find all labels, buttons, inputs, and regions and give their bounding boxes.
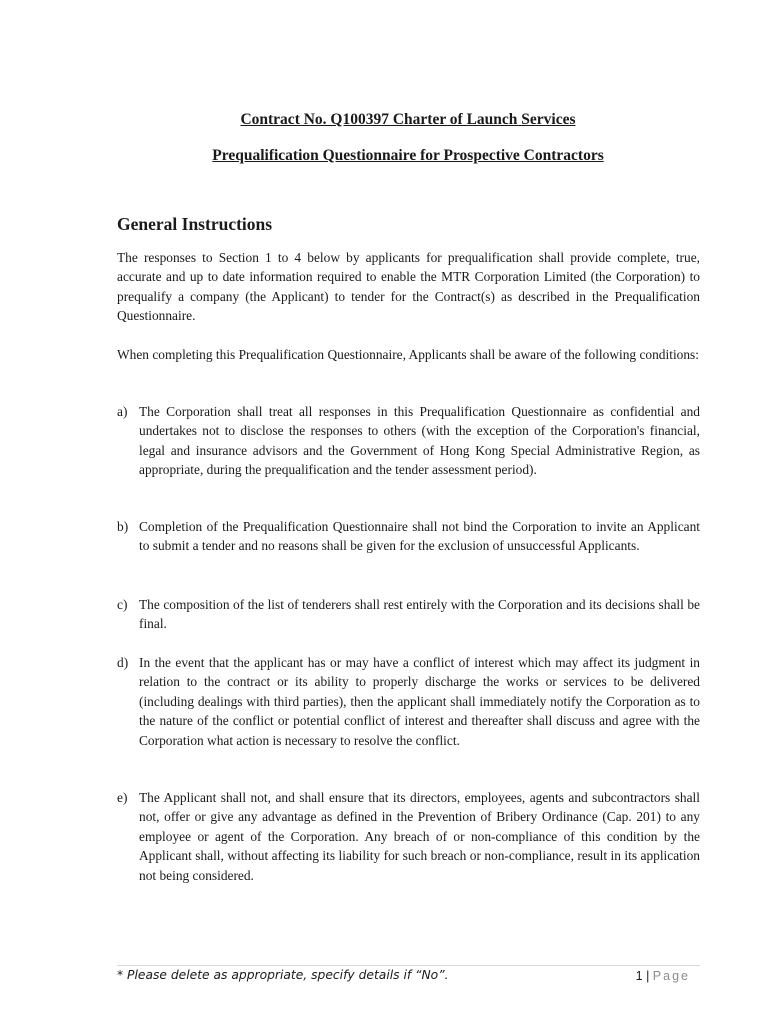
list-item-text: The Corporation shall treat all responses in this Prequalification Questionnaire as confidential and undertakes not to disclose the responses to others (with the exception of the Corporation's financial, legal and insurance advisors and the Government of Hong Kong Special Administrative Region, as appropriate, during the prequalification and the tender assessment period). [139, 404, 700, 478]
page-separator: | [646, 969, 650, 983]
list-item [117, 788, 700, 885]
conditions-paragraph: When completing this Prequalification Questionnaire, Applicants shall be aware of the following conditions: [117, 347, 699, 362]
list-item-label: e) [117, 790, 128, 805]
list-item [117, 402, 700, 480]
footnote: * Please delete as appropriate, specify details if “No”. [117, 968, 449, 982]
list-item-label: c) [117, 597, 128, 612]
contract-title: Contract No. Q100397 Charter of Launch Services [240, 111, 576, 128]
page-number-value: 1 [635, 969, 643, 983]
intro-paragraph: The responses to Section 1 to 4 below by applicants for prequalification shall provide complete, true, accurate and up to date information required to enable the MTR Corporation Limited (the Corporation) to prequalify a company (the Applicant) to tender for the Contract(s) as described in the Prequalification Questionnaire. [117, 250, 700, 324]
list-item-text: In the event that the applicant has or may have a conflict of interest which may affect its judgment in relation to the contract or its ability to properly discharge the works or services to be delivered (including dealings with third parties), then the applicant shall immediately notify the Corporation as to the nature of the conflict or potential conflict of interest and thereafter shall discuss and agree with the Corporation what action is necessary to resolve the conflict. [139, 655, 700, 748]
list-item-label: b) [117, 519, 129, 534]
general-instructions-heading: General Instructions [117, 214, 273, 234]
page-word: Page [652, 969, 690, 983]
list-item-label: a) [117, 404, 128, 419]
list-item [117, 595, 700, 634]
list-item [117, 517, 700, 556]
list-item-label: d) [117, 655, 129, 670]
footer-divider [117, 965, 700, 966]
page-number [636, 969, 690, 983]
list-item-text: The Applicant shall not, and shall ensure that its directors, employees, agents and subcontractors shall not, offer or give any advantage as defined in the Prevention of Bribery Ordinance (Cap. 201) to any employee or agent of the Corporation. Any breach of or non-compliance of this condition by the Applicant shall, without affecting its liability for such breach or non-compliance, result in its application not being considered. [139, 790, 700, 883]
list-item [117, 653, 700, 750]
list-item-text: The composition of the list of tenderers shall rest entirely with the Corporation and its decisions shall be final. [139, 597, 700, 632]
list-item-text: Completion of the Prequalification Questionnaire shall not bind the Corporation to invite an Applicant to submit a tender and no reasons shall be given for the exclusion of unsuccessful Applicants. [139, 519, 700, 554]
questionnaire-subtitle: Prequalification Questionnaire for Prospective Contractors [212, 147, 604, 164]
